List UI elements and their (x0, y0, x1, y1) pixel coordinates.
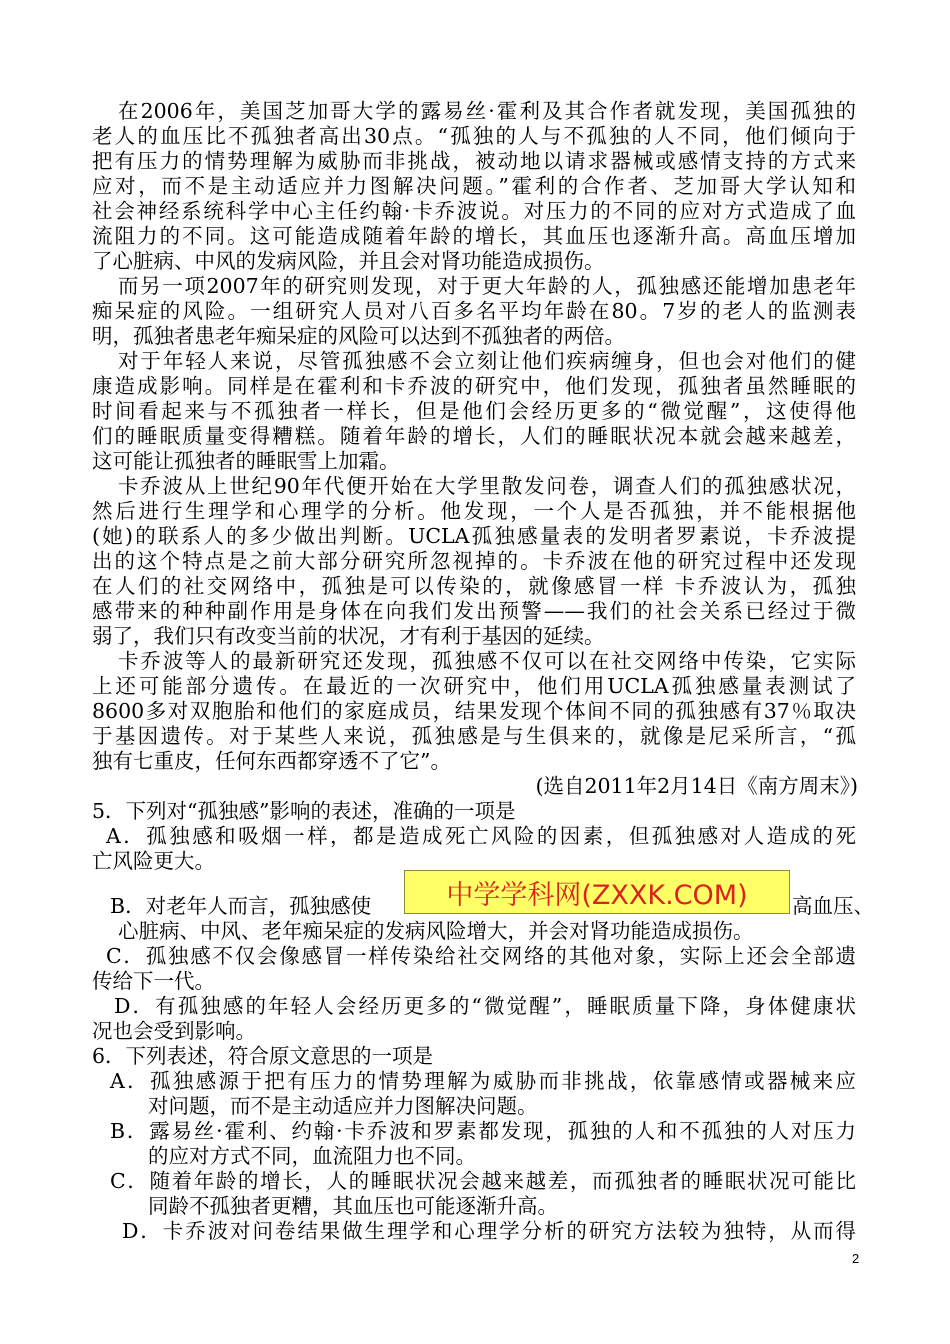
q6-option-b-cont: 的应对方式不同，血流阻力也不同。 (148, 1144, 476, 1168)
text-line: 弱了，我们只有改变当前的状况，才有利于基因的延续。 (92, 624, 605, 648)
question-6-stem: 6．下列表述，符合原文意思的一项是 (92, 1044, 434, 1068)
question-5-stem: 5．下列对“孤独感”影响的表述，准确的一项是 (92, 799, 516, 823)
text-line: 感带来的种种副作用是身体在向我们发出预警——我们的社会关系已经过于微 (92, 599, 856, 623)
q6-option-b: B．露易丝·霍利、约翰·卡乔波和罗素都发现，孤独的人和不孤独的人对压力 (110, 1119, 856, 1143)
q5-option-b-tail: 高血压、 (792, 894, 874, 918)
q5-option-b-cont: 心脏病、中风、老年痴呆症的发病风险增大，并会对肾功能造成损伤。 (118, 919, 754, 943)
q6-option-d: D．卡乔波对问卷结果做生理学和心理学分析的研究方法较为独特，从而得 (122, 1219, 856, 1243)
text-line: 了心脏病、中风的发病风险，并且会对肾功能造成损伤。 (92, 249, 605, 273)
text-line: 时间看起来与不孤独者一样长，但是他们会经历更多的“微觉醒”，这使得他 (92, 399, 856, 423)
q5-option-c: C．孤独感不仅会像感冒一样传染给社交网络的其他对象，实际上还会全部遗 (106, 944, 856, 968)
q5-option-a: A．孤独感和吸烟一样，都是造成死亡风险的因素，但孤独感对人造成的死 (106, 824, 856, 848)
text-line: 康造成影响。同样是在霍利和卡乔波的研究中，他们发现，孤独者虽然睡眠的 (92, 374, 856, 398)
text-line: 老人的血压比不孤独者高出30点。“孤独的人与不孤独的人不同，他们倾向于 (92, 124, 856, 148)
text-line: 出的这个特点是之前大部分研究所忽视掉的。卡乔波在他的研究过程中还发现 (92, 549, 856, 573)
text-line: 应对，而不是主动适应并力图解决问题。”霍利的合作者、芝加哥大学认知和 (92, 174, 856, 198)
text-line: 而另一项2007年的研究则发现，对于更大年龄的人，孤独感还能增加患老年 (118, 274, 856, 298)
q6-option-a-cont: 对问题，而不是主动适应并力图解决问题。 (148, 1094, 538, 1118)
q6-option-c-cont: 同龄不孤独者更糟，其血压也可能逐渐升高。 (148, 1194, 558, 1218)
text-line: 然后进行生理学和心理学的分析。他发现，一个人是否孤独，并不能根据他 (92, 499, 856, 523)
text-line: 在2006年，美国芝加哥大学的露易丝·霍利及其合作者就发现，美国孤独的 (118, 99, 856, 123)
text-line: 对于年轻人来说，尽管孤独感不会立刻让他们疾病缠身，但也会对他们的健 (118, 349, 856, 373)
text-line: 这可能让孤独者的睡眠雪上加霜。 (92, 449, 400, 473)
text-line: 卡乔波等人的最新研究还发现，孤独感不仅可以在社交网络中传染，它实际 (118, 649, 856, 673)
text-line: 在人们的社交网络中，孤独是可以传染的，就像感冒一样 卡乔波认为，孤独 (92, 574, 856, 598)
q5-option-d: D．有孤独感的年轻人会经历更多的“微觉醒”，睡眠质量下降，身体健康状 (114, 994, 856, 1018)
text-line: 8600多对双胞胎和他们的家庭成员，结果发现个体间不同的孤独感有37％取决 (92, 699, 856, 723)
q6-option-a: A．孤独感源于把有压力的情势理解为威胁而非挑战，依靠感情或器械来应 (110, 1069, 856, 1093)
q5-option-d-cont: 况也会受到影响。 (92, 1019, 256, 1043)
text-line: 流阻力的不同。这可能造成随着年龄的增长，其血压也逐渐升高。高血压增加 (92, 224, 856, 248)
text-line: 独有七重皮，任何东西都穿透不了它”。 (92, 749, 451, 773)
text-line: 明，孤独者患老年痴呆症的风险可以达到不孤独者的两倍。 (92, 324, 625, 348)
q5-option-b: B．对老年人而言，孤独感使 (110, 894, 372, 918)
text-line: 把有压力的情势理解为威胁而非挑战，被动地以请求器械或感情支持的方式来 (92, 149, 856, 173)
source-citation: (选自2011年2月14日《南方周末》) (535, 774, 858, 798)
page-number: 2 (852, 1251, 860, 1266)
text-line: 上还可能部分遗传。在最近的一次研究中，他们用UCLA孤独感量表测试了 (92, 674, 856, 698)
q6-option-c: C．随着年龄的增长，人的睡眠状况会越来越差，而孤独者的睡眠状况可能比 (110, 1169, 856, 1193)
q5-option-c-cont: 传给下一代。 (92, 969, 215, 993)
text-line: 于基因遗传。对于某些人来说，孤独感是与生俱来的，就像是尼采所言，“孤 (92, 724, 856, 748)
q5-option-a-cont: 亡风险更大。 (92, 849, 215, 873)
site-watermark: 中学学科网(ZXXK.COM) (404, 870, 790, 914)
text-line: 们的睡眠质量变得糟糕。随着年龄的增长，人们的睡眠状况本就会越来越差， (92, 424, 856, 448)
text-line: 社会神经系统科学中心主任约翰·卡乔波说。对压力的不同的应对方式造成了血 (92, 199, 856, 223)
text-line: 痴呆症的风险。一组研究人员对八百多名平均年龄在80。7岁的老人的监测表 (92, 299, 856, 323)
text-line: 卡乔波从上世纪90年代便开始在大学里散发问卷，调查人们的孤独感状况， (118, 474, 856, 498)
text-line: (她)的联系人的多少做出判断。UCLA孤独感量表的发明者罗素说，卡乔波提 (92, 524, 856, 548)
